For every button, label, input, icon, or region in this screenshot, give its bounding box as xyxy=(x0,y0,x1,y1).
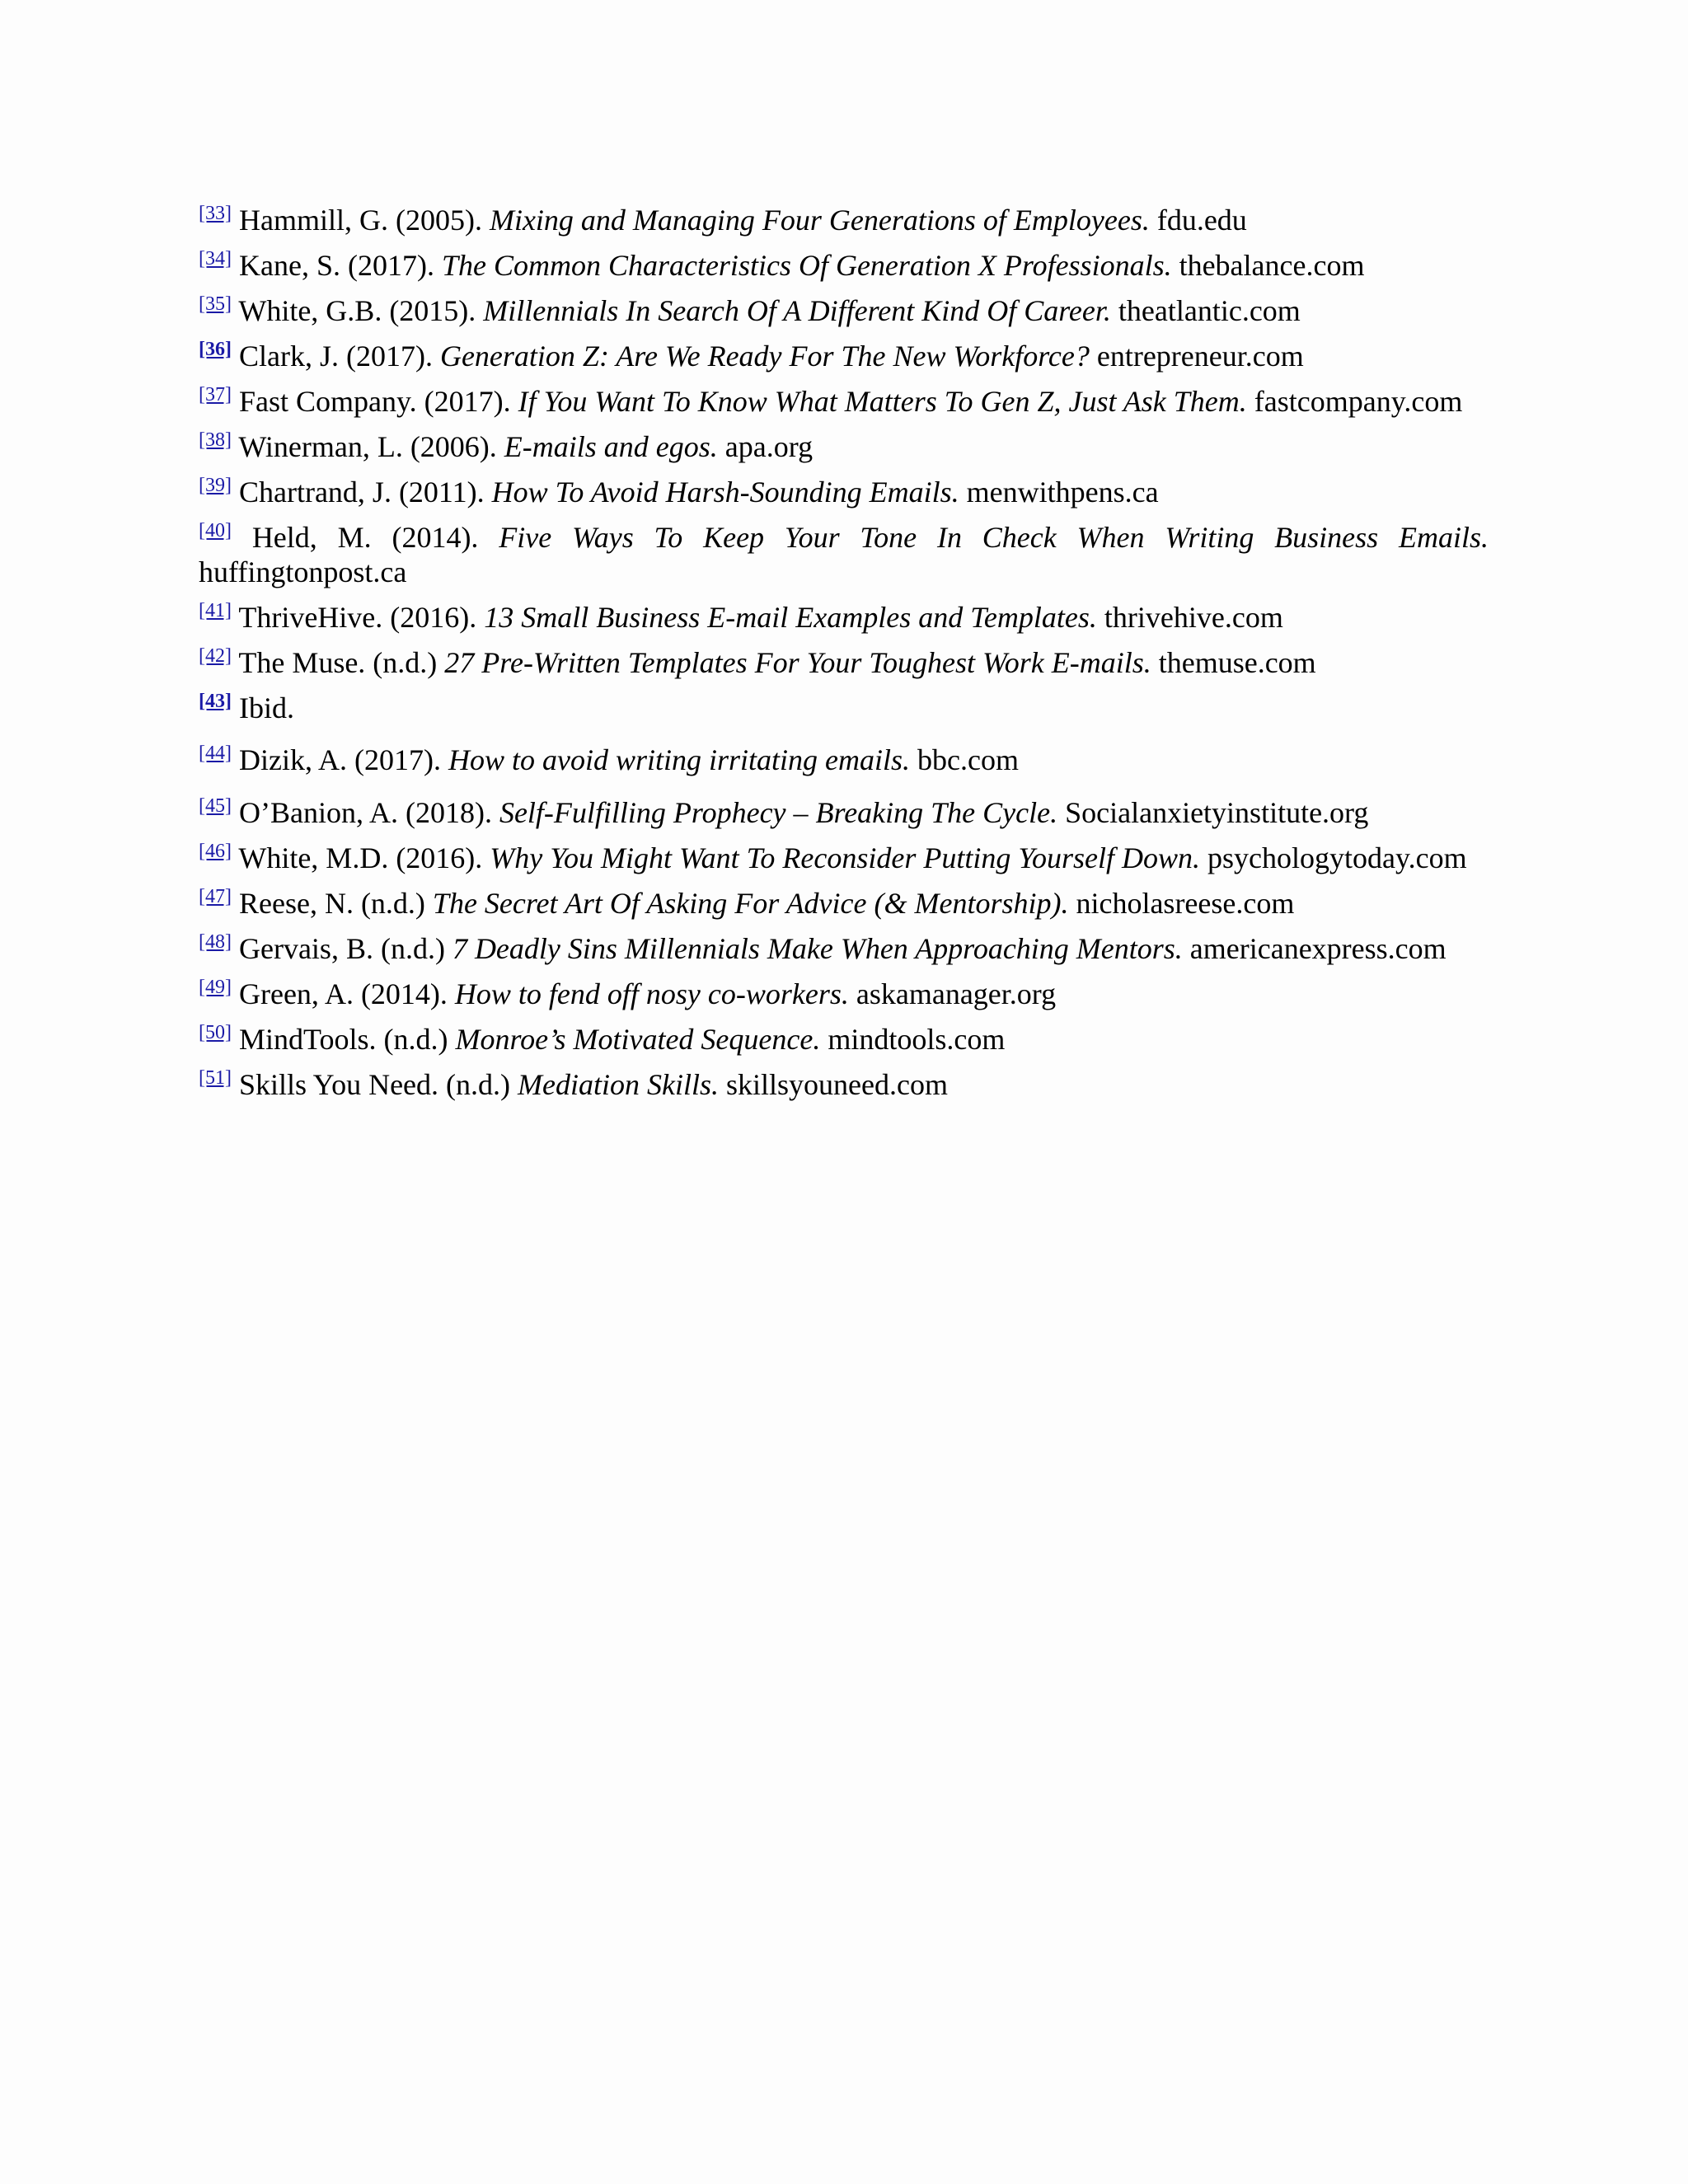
footnote-author: Skills You Need. (n.d.) xyxy=(238,1068,511,1101)
footnote-title: Generation Z: Are We Ready For The New Workforce? xyxy=(439,340,1090,373)
footnote xyxy=(199,743,1489,777)
footnote-author: Winerman, L. (2006). xyxy=(238,430,497,463)
footnote-author: The Muse. (n.d.) xyxy=(238,646,438,679)
footnote-source: Socialanxietyinstitute.org xyxy=(1065,796,1369,829)
footnote-author: ThriveHive. (2016). xyxy=(238,601,477,634)
footnote-author: White, M.D. (2016). xyxy=(238,841,483,874)
footnote-title: The Common Characteristics Of Generation X Professionals. xyxy=(441,249,1172,282)
footnote-author: Chartrand, J. (2011). xyxy=(238,476,485,509)
footnote-source: americanexpress.com xyxy=(1189,932,1447,965)
footnote-source: themuse.com xyxy=(1158,646,1316,679)
footnote-source: nicholasreese.com xyxy=(1076,887,1295,920)
footnote-source: menwithpens.ca xyxy=(966,476,1159,509)
footnote-ref-link[interactable]: [45] xyxy=(199,795,232,817)
footnote-ref-link[interactable]: [38] xyxy=(199,429,232,451)
footnote-title: Self-Fulfilling Prophecy – Breaking The Cycle. xyxy=(499,796,1058,829)
footnote-source: bbc.com xyxy=(917,743,1019,776)
footnote-source: thebalance.com xyxy=(1179,249,1365,282)
footnote xyxy=(199,691,1489,725)
footnote-ref-link[interactable]: [40] xyxy=(199,520,232,541)
footnote xyxy=(199,248,1489,283)
footnote xyxy=(199,429,1489,464)
footnote-author: Reese, N. (n.d.) xyxy=(238,887,425,920)
footnote-title: Monroe’s Motivated Sequence. xyxy=(455,1023,821,1056)
footnote-author: Gervais, B. (n.d.) xyxy=(238,932,445,965)
footnote-author: MindTools. (n.d.) xyxy=(238,1023,448,1056)
footnote-title: Millennials In Search Of A Different Kind Of Career. xyxy=(483,294,1111,327)
footnote-title: The Secret Art Of Asking For Advice (& Mentorship). xyxy=(432,887,1069,920)
footnote-author: Fast Company. (2017). xyxy=(238,385,511,418)
footnote-ref-link[interactable]: [50] xyxy=(199,1022,232,1043)
footnote-source: psychologytoday.com xyxy=(1207,841,1467,874)
footnote xyxy=(199,520,1489,589)
footnote-ref-link[interactable]: [44] xyxy=(199,743,232,764)
footnote xyxy=(199,977,1489,1011)
footnote-title: If You Want To Know What Matters To Gen Z, Just Ask Them. xyxy=(518,385,1247,418)
footnote-source: mindtools.com xyxy=(828,1023,1006,1056)
footnote-title: How to fend off nosy co-workers. xyxy=(454,977,849,1010)
footnote-ref-link[interactable]: [43] xyxy=(199,691,232,712)
footnote xyxy=(199,384,1489,419)
footnote-title: Why You Might Want To Reconsider Putting Yourself Down. xyxy=(490,841,1201,874)
footnote xyxy=(199,600,1489,635)
footnote-source: theatlantic.com xyxy=(1118,294,1301,327)
footnote-ref-link[interactable]: [39] xyxy=(199,475,232,496)
footnote xyxy=(199,293,1489,328)
footnote-title: Mixing and Managing Four Generations of Employees. xyxy=(489,204,1150,237)
footnote xyxy=(199,1067,1489,1102)
footnote xyxy=(199,203,1489,237)
footnote xyxy=(199,645,1489,680)
footnote-author: Held, M. (2014). xyxy=(251,521,479,554)
footnote-source: thrivehive.com xyxy=(1104,601,1283,634)
footnote-source: apa.org xyxy=(724,430,814,463)
footnote-ref-link[interactable]: [37] xyxy=(199,384,232,405)
footnote-title: E-mails and egos. xyxy=(504,430,718,463)
footnote-title: 13 Small Business E-mail Examples and Templates. xyxy=(484,601,1097,634)
footnote-ref-link[interactable]: [48] xyxy=(199,931,232,953)
footnote-ref-link[interactable]: [47] xyxy=(199,886,232,907)
footnote xyxy=(199,795,1489,830)
footnote-ref-link[interactable]: [42] xyxy=(199,645,232,667)
footnote-title: Five Ways To Keep Your Tone In Check When Writing Business Emails. xyxy=(499,521,1489,554)
footnote xyxy=(199,841,1489,875)
footnote-author: Ibid. xyxy=(238,691,294,724)
footnote-ref-link[interactable]: [34] xyxy=(199,248,232,269)
footnote-source: askamanager.org xyxy=(856,977,1057,1010)
footnote-author: Hammill, G. (2005). xyxy=(238,204,482,237)
footnote-ref-link[interactable]: [36] xyxy=(199,339,232,360)
footnote-title: 27 Pre-Written Templates For Your Toughest Work E-mails. xyxy=(444,646,1151,679)
footnote-author: O’Banion, A. (2018). xyxy=(238,796,492,829)
footnote-source: huffingtonpost.ca xyxy=(199,555,407,588)
footnote xyxy=(199,475,1489,509)
footnote-ref-link[interactable]: [33] xyxy=(199,203,232,224)
footnote-author: White, G.B. (2015). xyxy=(238,294,476,327)
footnote-title: How To Avoid Harsh-Sounding Emails. xyxy=(491,476,959,509)
footnote-ref-link[interactable]: [35] xyxy=(199,293,232,315)
footnote-title: How to avoid writing irritating emails. xyxy=(448,743,910,776)
footnote-title: Mediation Skills. xyxy=(518,1068,719,1101)
footnote-ref-link[interactable]: [49] xyxy=(199,977,232,998)
footnote-author: Dizik, A. (2017). xyxy=(238,743,441,776)
footnote-author: Kane, S. (2017). xyxy=(238,249,434,282)
footnote-author: Clark, J. (2017). xyxy=(238,340,433,373)
footnote-author: Green, A. (2014). xyxy=(238,977,448,1010)
footnote-source: fastcompany.com xyxy=(1254,385,1463,418)
footnote-ref-link[interactable]: [46] xyxy=(199,841,232,862)
footnotes-list xyxy=(199,203,1489,1113)
footnote-ref-link[interactable]: [41] xyxy=(199,600,232,621)
footnote xyxy=(199,339,1489,373)
footnote-source: entrepreneur.com xyxy=(1096,340,1304,373)
footnote-ref-link[interactable]: [51] xyxy=(199,1067,232,1089)
footnote xyxy=(199,931,1489,966)
footnote xyxy=(199,886,1489,921)
footnote-source: fdu.edu xyxy=(1156,204,1247,237)
footnote xyxy=(199,1022,1489,1057)
footnote-source: skillsyouneed.com xyxy=(725,1068,948,1101)
footnote-title: 7 Deadly Sins Millennials Make When Approaching Mentors. xyxy=(452,932,1183,965)
